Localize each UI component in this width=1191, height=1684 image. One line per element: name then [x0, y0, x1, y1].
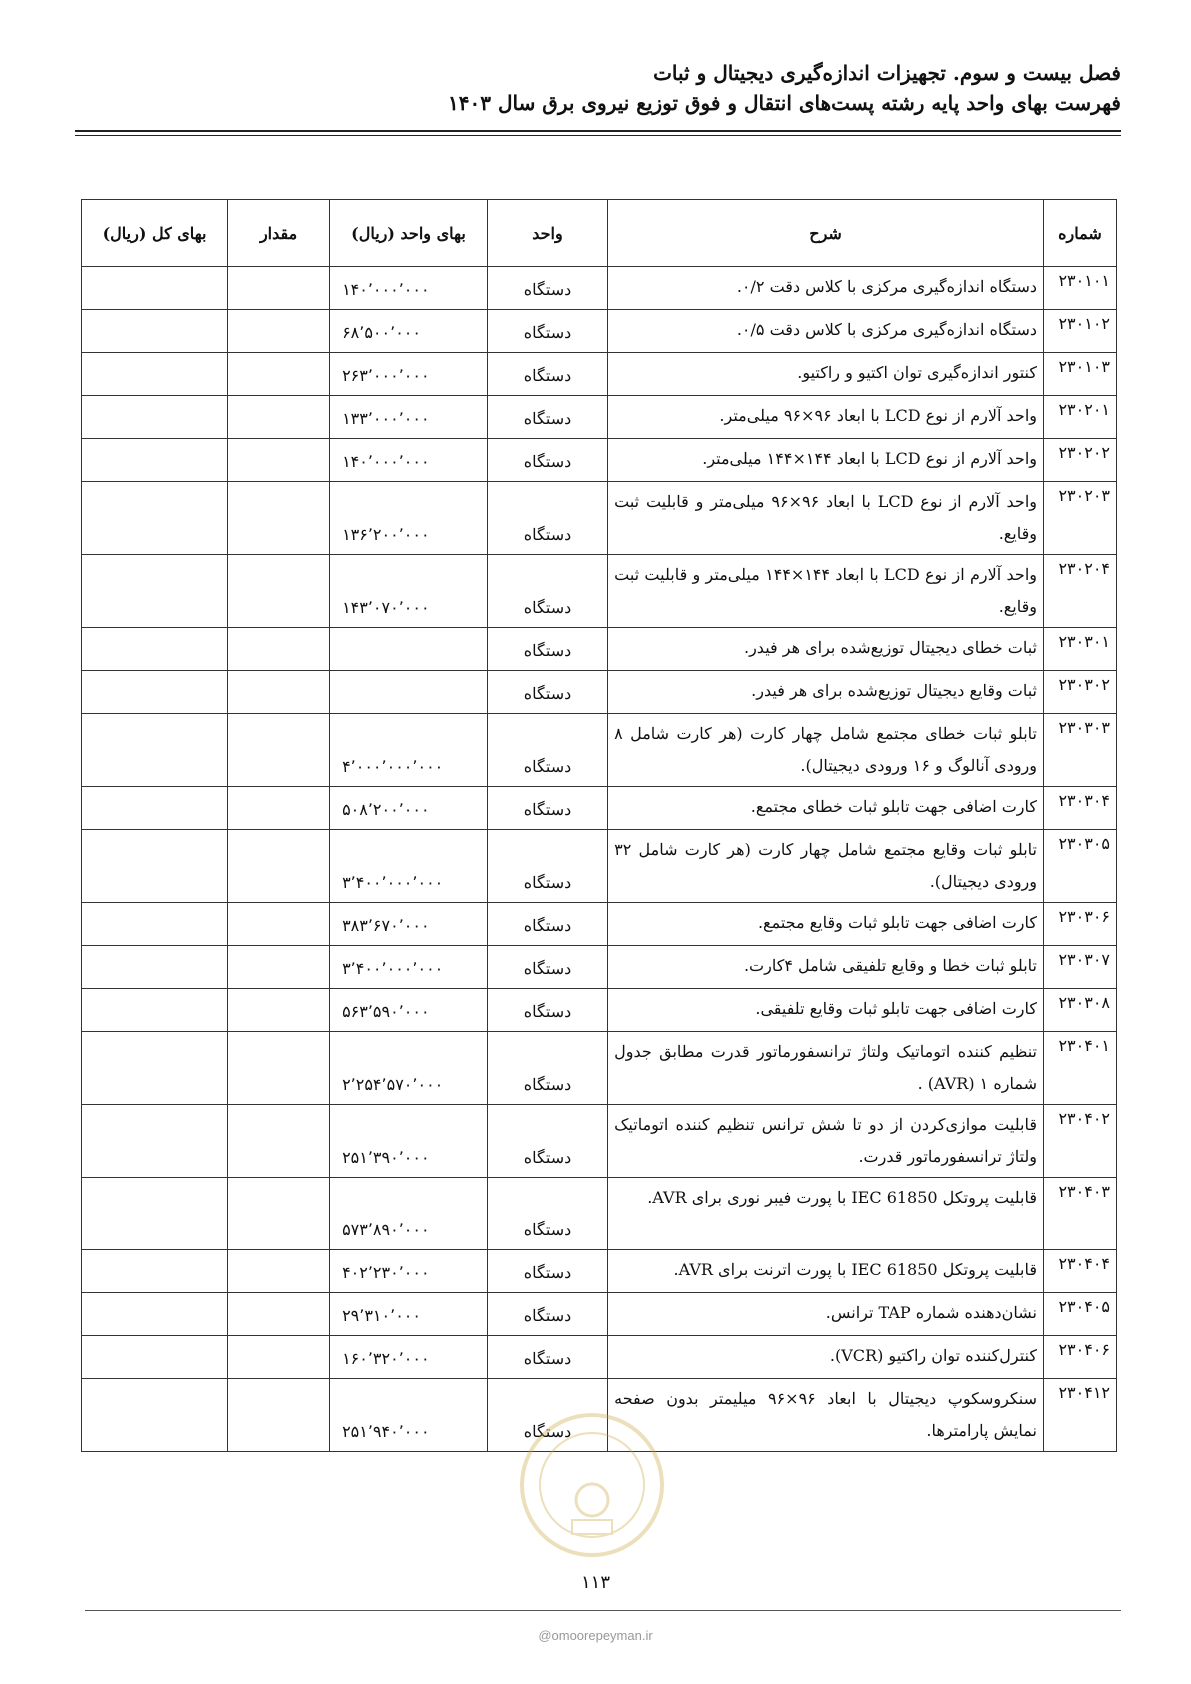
row-quantity [228, 714, 330, 787]
row-description: نشان‌دهنده شماره TAP ترانس. [608, 1293, 1044, 1336]
row-description: دستگاه اندازه‌گیری مرکزی با کلاس دقت ۰/۵. [608, 310, 1044, 353]
table-row [82, 1178, 1117, 1250]
row-total-price [82, 1336, 228, 1379]
table-row [82, 1336, 1117, 1379]
row-unit: دستگاه [487, 989, 607, 1032]
page-number: ۱۱۳ [580, 1572, 610, 1593]
row-quantity [228, 903, 330, 946]
row-unit: دستگاه [487, 353, 607, 396]
row-unit-price: ۴۰۲٬۲۳۰٬۰۰۰ [330, 1250, 488, 1293]
row-quantity [228, 396, 330, 439]
row-quantity [228, 1379, 330, 1452]
table-row [82, 267, 1117, 310]
row-number: ۲۳۰۴۰۴ [1044, 1250, 1117, 1293]
row-unit: دستگاه [487, 1250, 607, 1293]
row-total-price [82, 628, 228, 671]
row-unit-price: ۳۸۳٬۶۷۰٬۰۰۰ [330, 903, 488, 946]
row-unit: دستگاه [487, 1336, 607, 1379]
row-description: قابلیت پروتکل IEC 61850 با پورت اترنت برای AVR. [608, 1250, 1044, 1293]
row-number: ۲۳۰۴۰۶ [1044, 1336, 1117, 1379]
row-unit-price: ۲۵۱٬۳۹۰٬۰۰۰ [330, 1105, 488, 1178]
row-number: ۲۳۰۳۰۵ [1044, 830, 1117, 903]
row-total-price [82, 267, 228, 310]
row-total-price [82, 1250, 228, 1293]
price-table [81, 199, 1117, 1452]
row-quantity [228, 310, 330, 353]
row-unit: دستگاه [487, 903, 607, 946]
row-total-price [82, 482, 228, 555]
table-row [82, 439, 1117, 482]
row-unit: دستگاه [487, 1379, 607, 1452]
table-row [82, 1293, 1117, 1336]
row-description: واحد آلارم از نوع LCD با ابعاد ۱۴۴×۱۴۴ میلی‌متر و قابلیت ثبت وقایع. [608, 555, 1044, 628]
row-unit-price: ۳٬۴۰۰٬۰۰۰٬۰۰۰ [330, 946, 488, 989]
table-row [82, 830, 1117, 903]
row-quantity [228, 830, 330, 903]
row-unit-price: ۱۳۶٬۲۰۰٬۰۰۰ [330, 482, 488, 555]
row-unit: دستگاه [487, 482, 607, 555]
row-number: ۲۳۰۴۱۲ [1044, 1379, 1117, 1452]
row-unit-price [330, 628, 488, 671]
row-quantity [228, 989, 330, 1032]
row-unit-price [330, 671, 488, 714]
col-number-header: شماره [1044, 200, 1117, 267]
row-quantity [228, 628, 330, 671]
row-total-price [82, 787, 228, 830]
row-unit: دستگاه [487, 396, 607, 439]
row-unit-price: ۱۶۰٬۳۲۰٬۰۰۰ [330, 1336, 488, 1379]
row-total-price [82, 1293, 228, 1336]
table-row [82, 903, 1117, 946]
row-unit: دستگاه [487, 714, 607, 787]
row-quantity [228, 1105, 330, 1178]
table-row [82, 396, 1117, 439]
row-unit-price: ۲۹٬۳۱۰٬۰۰۰ [330, 1293, 488, 1336]
row-unit: دستگاه [487, 671, 607, 714]
col-total-price-header: بهای کل (ریال) [82, 200, 228, 267]
row-total-price [82, 830, 228, 903]
table-row [82, 310, 1117, 353]
row-total-price [82, 396, 228, 439]
row-total-price [82, 989, 228, 1032]
row-description: سنکروسکوپ دیجیتال با ابعاد ۹۶×۹۶ میلیمتر بدون صفحه نمایش پارامترها. [608, 1379, 1044, 1452]
table-row [82, 1105, 1117, 1178]
row-description: کارت اضافی جهت تابلو ثبات وقایع تلفیقی. [608, 989, 1044, 1032]
row-number: ۲۳۰۱۰۳ [1044, 353, 1117, 396]
row-number: ۲۳۰۴۰۳ [1044, 1178, 1117, 1250]
row-description: ثبات وقایع دیجیتال توزیع‌شده برای هر فیدر. [608, 671, 1044, 714]
row-unit: دستگاه [487, 787, 607, 830]
row-quantity [228, 353, 330, 396]
row-total-price [82, 903, 228, 946]
table-row [82, 555, 1117, 628]
page-header [75, 58, 1121, 118]
row-unit-price: ۶۸٬۵۰۰٬۰۰۰ [330, 310, 488, 353]
row-description: واحد آلارم از نوع LCD با ابعاد ۱۴۴×۱۴۴ میلی‌متر. [608, 439, 1044, 482]
row-number: ۲۳۰۴۰۲ [1044, 1105, 1117, 1178]
row-description: کارت اضافی جهت تابلو ثبات وقایع مجتمع. [608, 903, 1044, 946]
row-unit: دستگاه [487, 628, 607, 671]
row-total-price [82, 555, 228, 628]
row-quantity [228, 1336, 330, 1379]
row-unit-price: ۵۷۳٬۸۹۰٬۰۰۰ [330, 1178, 488, 1250]
header-rule-thin [75, 135, 1121, 136]
row-unit-price: ۳٬۴۰۰٬۰۰۰٬۰۰۰ [330, 830, 488, 903]
row-unit-price: ۱۴۰٬۰۰۰٬۰۰۰ [330, 439, 488, 482]
row-number: ۲۳۰۲۰۳ [1044, 482, 1117, 555]
row-total-price [82, 310, 228, 353]
row-total-price [82, 714, 228, 787]
document-title: فهرست بهای واحد پایه رشته پست‌های انتقال و فوق توزیع نیروی برق سال ۱۴۰۳ [448, 91, 1121, 115]
row-number: ۲۳۰۳۰۸ [1044, 989, 1117, 1032]
row-number: ۲۳۰۲۰۱ [1044, 396, 1117, 439]
row-unit: دستگاه [487, 946, 607, 989]
row-quantity [228, 439, 330, 482]
row-total-price [82, 1105, 228, 1178]
row-unit: دستگاه [487, 267, 607, 310]
row-quantity [228, 671, 330, 714]
row-unit: دستگاه [487, 310, 607, 353]
row-unit-price: ۴٬۰۰۰٬۰۰۰٬۰۰۰ [330, 714, 488, 787]
row-number: ۲۳۰۳۰۱ [1044, 628, 1117, 671]
row-unit-price: ۲۵۱٬۹۴۰٬۰۰۰ [330, 1379, 488, 1452]
row-description: قابلیت پروتکل IEC 61850 با پورت فیبر نوری برای AVR. [608, 1178, 1044, 1250]
row-description: تابلو ثبات خطا و وقایع تلفیقی شامل ۴کارت. [608, 946, 1044, 989]
footer-rule [85, 1610, 1121, 1611]
row-number: ۲۳۰۳۰۳ [1044, 714, 1117, 787]
row-description: تابلو ثبات خطای مجتمع شامل چهار کارت (هر کارت شامل ۸ ورودی آنالوگ و ۱۶ ورودی دیجیتال). [608, 714, 1044, 787]
header-rule [75, 130, 1121, 132]
row-total-price [82, 353, 228, 396]
row-unit: دستگاه [487, 1105, 607, 1178]
row-unit: دستگاه [487, 439, 607, 482]
table-row [82, 628, 1117, 671]
col-unit-price-header: بهای واحد (ریال) [330, 200, 488, 267]
row-total-price [82, 1032, 228, 1105]
table-row [82, 714, 1117, 787]
table-row [82, 946, 1117, 989]
table-row [82, 989, 1117, 1032]
row-number: ۲۳۰۱۰۲ [1044, 310, 1117, 353]
row-total-price [82, 1379, 228, 1452]
row-number: ۲۳۰۳۰۴ [1044, 787, 1117, 830]
col-quantity-header: مقدار [228, 200, 330, 267]
row-description: تنظیم کننده اتوماتیک ولتاژ ترانسفورماتور قدرت مطابق جدول شماره ۱ (AVR) . [608, 1032, 1044, 1105]
table-row [82, 482, 1117, 555]
row-unit-price: ۱۳۳٬۰۰۰٬۰۰۰ [330, 396, 488, 439]
row-quantity [228, 946, 330, 989]
row-description: ثبات خطای دیجیتال توزیع‌شده برای هر فیدر. [608, 628, 1044, 671]
row-quantity [228, 1178, 330, 1250]
table-row [82, 1032, 1117, 1105]
table-row [82, 787, 1117, 830]
row-description: کنتور اندازه‌گیری توان اکتیو و راکتیو. [608, 353, 1044, 396]
col-description-header: شرح [608, 200, 1044, 267]
col-unit-header: واحد [487, 200, 607, 267]
row-unit-price: ۵۶۳٬۵۹۰٬۰۰۰ [330, 989, 488, 1032]
row-description: تابلو ثبات وقایع مجتمع شامل چهار کارت (هر کارت شامل ۳۲ ورودی دیجیتال). [608, 830, 1044, 903]
row-unit-price: ۵۰۸٬۲۰۰٬۰۰۰ [330, 787, 488, 830]
row-number: ۲۳۰۴۰۵ [1044, 1293, 1117, 1336]
row-quantity [228, 1250, 330, 1293]
row-description: کارت اضافی جهت تابلو ثبات خطای مجتمع. [608, 787, 1044, 830]
table-header-row [82, 200, 1117, 267]
row-description: کنترل‌کننده توان راکتیو (VCR). [608, 1336, 1044, 1379]
row-number: ۲۳۰۱۰۱ [1044, 267, 1117, 310]
seal-watermark-icon [517, 1410, 667, 1560]
chapter-title: فصل بیست و سوم. تجهیزات اندازه‌گیری دیجیتال و ثبات [653, 61, 1121, 85]
row-number: ۲۳۰۳۰۷ [1044, 946, 1117, 989]
row-total-price [82, 439, 228, 482]
row-number: ۲۳۰۳۰۶ [1044, 903, 1117, 946]
row-unit: دستگاه [487, 555, 607, 628]
row-quantity [228, 1293, 330, 1336]
row-number: ۲۳۰۴۰۱ [1044, 1032, 1117, 1105]
row-number: ۲۳۰۲۰۴ [1044, 555, 1117, 628]
row-description: قابلیت موازی‌کردن از دو تا شش ترانس تنظیم کننده اتوماتیک ولتاژ ترانسفورماتور قدرت. [608, 1105, 1044, 1178]
watermark-text: @omoorepeyman.ir [538, 1628, 653, 1643]
row-number: ۲۳۰۲۰۲ [1044, 439, 1117, 482]
row-quantity [228, 267, 330, 310]
row-quantity [228, 1032, 330, 1105]
row-total-price [82, 1178, 228, 1250]
row-unit: دستگاه [487, 830, 607, 903]
row-quantity [228, 787, 330, 830]
row-unit-price: ۱۴۳٬۰۷۰٬۰۰۰ [330, 555, 488, 628]
table-row [82, 353, 1117, 396]
row-total-price [82, 671, 228, 714]
row-unit-price: ۲۶۳٬۰۰۰٬۰۰۰ [330, 353, 488, 396]
row-unit: دستگاه [487, 1032, 607, 1105]
row-unit-price: ۲٬۲۵۴٬۵۷۰٬۰۰۰ [330, 1032, 488, 1105]
row-number: ۲۳۰۳۰۲ [1044, 671, 1117, 714]
row-description: واحد آلارم از نوع LCD با ابعاد ۹۶×۹۶ میلی‌متر و قابلیت ثبت وقایع. [608, 482, 1044, 555]
table-row [82, 1250, 1117, 1293]
row-quantity [228, 482, 330, 555]
row-total-price [82, 946, 228, 989]
table-row [82, 671, 1117, 714]
row-description: واحد آلارم از نوع LCD با ابعاد ۹۶×۹۶ میلی‌متر. [608, 396, 1044, 439]
row-quantity [228, 555, 330, 628]
row-unit-price: ۱۴۰٬۰۰۰٬۰۰۰ [330, 267, 488, 310]
row-unit: دستگاه [487, 1178, 607, 1250]
row-unit: دستگاه [487, 1293, 607, 1336]
row-description: دستگاه اندازه‌گیری مرکزی با کلاس دقت ۰/۲. [608, 267, 1044, 310]
